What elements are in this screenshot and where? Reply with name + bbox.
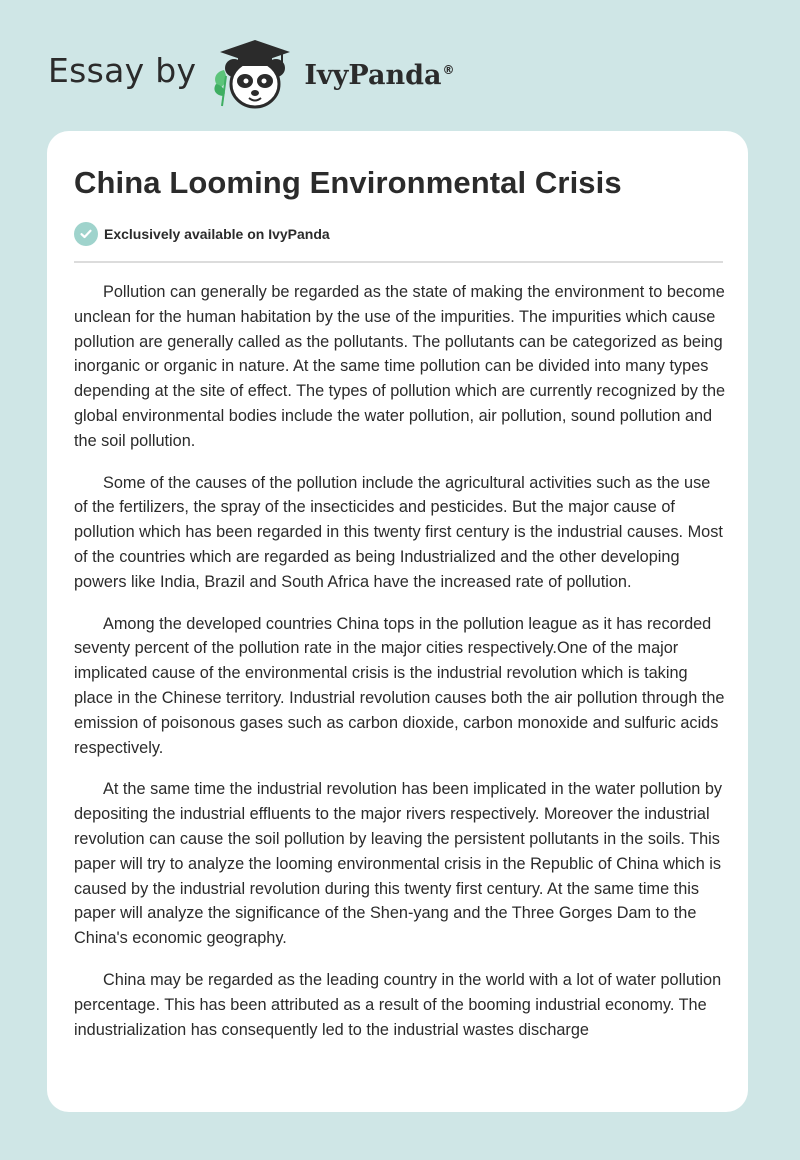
panda-logo-icon — [210, 36, 300, 112]
article-card — [47, 131, 748, 1112]
brand-prefix: Essay by — [48, 50, 197, 90]
title-divider — [74, 261, 723, 263]
article-body — [74, 280, 726, 1059]
page-title: China Looming Environmental Crisis — [74, 165, 622, 200]
check-icon — [74, 222, 98, 246]
registered-mark: ® — [442, 62, 455, 77]
paragraph: Pollution can generally be regarded as the state of making the environment to become unclean for the human habitation by the use of the impurities. The impurities which cause pollution are generally called as the pollutants. The pollutants can be categorized as being inorganic or organic in nature. At the same time pollution can be divided into many types depending at the site of effect. The types of pollution which are currently recognized by the global environmental bodies include the water pollution, air pollution, sound pollution and the soil pollution. — [74, 283, 726, 450]
brand-name: IvyPanda® — [304, 59, 455, 91]
exclusive-badge — [74, 222, 330, 246]
brand-header — [48, 34, 454, 114]
paragraph: At the same time the industrial revolution has been implicated in the water pollution by depositing the industrial effluents to the major rivers respectively. Moreover the industrial revolution can cause the soil pollution by leaving the persistent pollutants in the soils. This paper will try to analyze the looming environmental crisis in the Republic of China which is caused by the industrial revolution during this twenty first century. At the same time this paper will analyze the significance of the Shen-yang and the Three Gorges Dam to the China's economic geography. — [74, 780, 723, 948]
exclusive-badge-label: Exclusively available on IvyPanda — [104, 226, 330, 242]
paragraph: Some of the causes of the pollution include the agricultural activities such as the use of the fertilizers, the spray of the insecticides and pesticides. But the major cause of pollution which has been regarded in this twenty first century is the industrial causes. Most of the countries which are regarded as being Industrialized and the other developing powers like India, Brazil and South Africa have the increased rate of pollution. — [74, 473, 723, 591]
paragraph: China may be regarded as the leading country in the world with a lot of water pollution percentage. This has been attributed as a result of the booming industrial economy. The industrialization has consequently led to the industrial wastes discharge — [74, 970, 722, 1039]
paragraph: Among the developed countries China tops in the pollution league as it has recorded seventy percent of the pollution rate in the major cities respectively.One of the major implicated cause of the environmental crisis is the industrial revolution which is taking place in the Chinese territory. Industrial revolution causes both the air pollution through the emission of poisonous gases such as carbon dioxide, carbon monoxide and sulfuric acids respectively. — [74, 614, 725, 757]
